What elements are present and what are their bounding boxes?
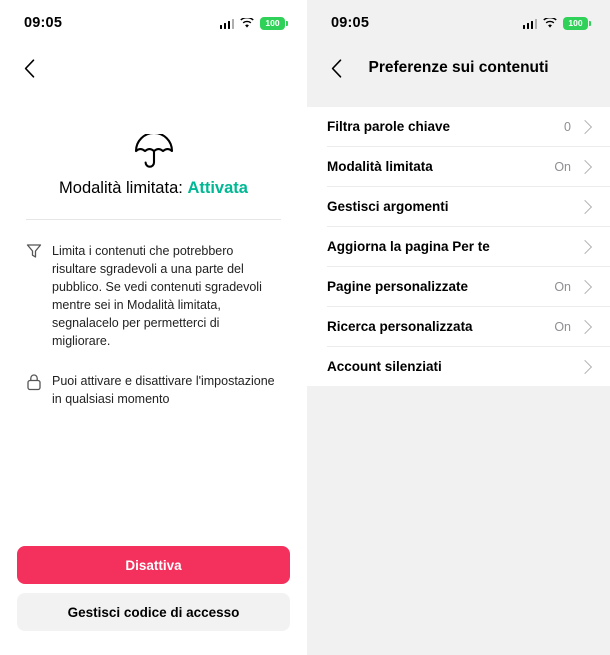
battery-indicator: 100 bbox=[563, 17, 588, 30]
info-item bbox=[26, 372, 281, 408]
list-item-ricerca-personalizzata[interactable] bbox=[307, 307, 610, 346]
list-item-label: Pagine personalizzate bbox=[327, 279, 469, 294]
list-item-pagine-personalizzate[interactable] bbox=[307, 267, 610, 306]
umbrella-icon-wrap bbox=[0, 134, 307, 170]
info-item-text: Limita i contenuti che potrebbero risultare sgradevoli a una parte del pubblico. Se vedi contenuti sgradevoli mentre sei in Modalità limitata, segnalacelo per permetterci di migliorare. bbox=[52, 244, 262, 348]
nav-bar-right bbox=[307, 46, 610, 90]
chevron-right-icon bbox=[578, 359, 592, 373]
list-item-account-silenziati[interactable] bbox=[307, 347, 610, 386]
cellular-signal-icon bbox=[220, 18, 235, 29]
preferences-list bbox=[307, 107, 610, 386]
wifi-icon bbox=[240, 18, 254, 29]
page-title bbox=[0, 179, 307, 198]
status-icons bbox=[220, 17, 286, 30]
list-item-gestisci-argomenti[interactable] bbox=[307, 187, 610, 226]
back-button[interactable] bbox=[323, 55, 349, 81]
list-item-label: Modalità limitata bbox=[327, 159, 433, 174]
page-title-label: Modalità limitata: bbox=[59, 179, 183, 197]
manage-passcode-button[interactable]: Gestisci codice di accesso bbox=[17, 593, 290, 631]
list-item-label: Account silenziati bbox=[327, 359, 442, 374]
chevron-right-icon bbox=[578, 319, 592, 333]
bottom-buttons bbox=[0, 546, 307, 631]
list-item-value: On bbox=[554, 319, 571, 334]
status-bar-right bbox=[307, 0, 610, 46]
list-item-label: Gestisci argomenti bbox=[327, 199, 449, 214]
list-item-aggiorna-pagina-per-te[interactable] bbox=[307, 227, 610, 266]
chevron-right-icon bbox=[578, 279, 592, 293]
page-title-state: Attivata bbox=[187, 179, 248, 197]
status-time: 09:05 bbox=[24, 15, 63, 31]
umbrella-icon bbox=[133, 134, 175, 170]
info-item-text: Puoi attivare e disattivare l'impostazione in qualsiasi momento bbox=[52, 374, 275, 406]
deactivate-button[interactable]: Disattiva bbox=[17, 546, 290, 584]
list-item-label: Aggiorna la pagina Per te bbox=[327, 239, 490, 254]
wifi-icon bbox=[543, 18, 557, 29]
status-bar-left bbox=[0, 0, 307, 46]
list-item-label: Filtra parole chiave bbox=[327, 119, 451, 134]
list-item-value: On bbox=[554, 279, 571, 294]
status-time: 09:05 bbox=[331, 15, 370, 31]
chevron-left-icon bbox=[24, 59, 35, 78]
chevron-left-icon bbox=[331, 59, 342, 78]
cellular-signal-icon bbox=[523, 18, 538, 29]
list-item-filtra-parole-chiave[interactable] bbox=[307, 107, 610, 146]
lock-icon bbox=[26, 372, 52, 396]
filter-icon bbox=[26, 242, 52, 264]
nav-title: Preferenze sui contenuti bbox=[368, 59, 549, 76]
list-item-value: 0 bbox=[564, 119, 571, 134]
battery-indicator: 100 bbox=[260, 17, 285, 30]
chevron-right-icon bbox=[578, 239, 592, 253]
list-item-modalita-limitata[interactable] bbox=[307, 147, 610, 186]
info-list bbox=[0, 220, 307, 408]
chevron-right-icon bbox=[578, 159, 592, 173]
back-button[interactable] bbox=[16, 55, 42, 81]
status-icons bbox=[523, 17, 589, 30]
info-item bbox=[26, 242, 281, 350]
list-item-label: Ricerca personalizzata bbox=[327, 319, 473, 334]
chevron-right-icon bbox=[578, 119, 592, 133]
content-preferences-screen bbox=[307, 0, 610, 655]
nav-bar-left bbox=[0, 46, 307, 90]
chevron-right-icon bbox=[578, 199, 592, 213]
list-item-value: On bbox=[554, 159, 571, 174]
